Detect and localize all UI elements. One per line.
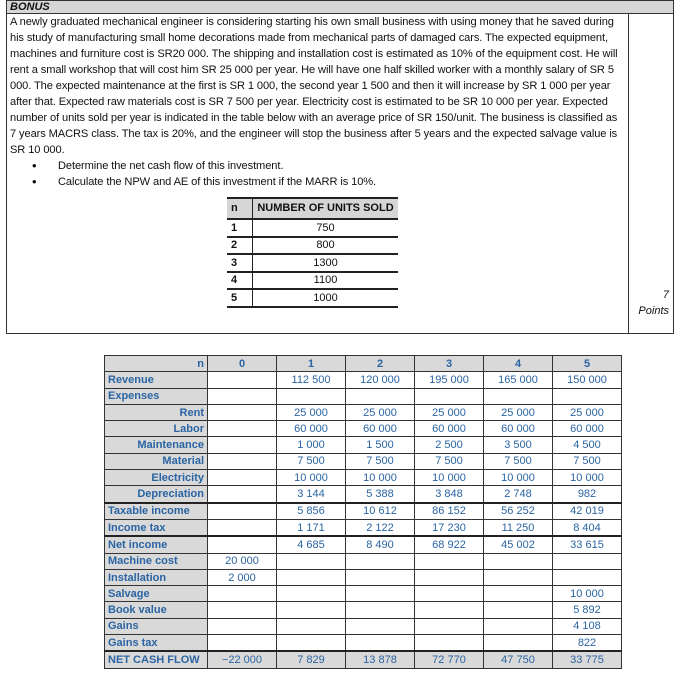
value-cell [415,618,484,634]
cash-flow-row [105,453,622,469]
year-cell: 3 [227,254,253,272]
value-cell: 17 230 [415,519,484,536]
value-cell [208,453,277,469]
value-cell: 60 000 [484,421,553,437]
value-cell: 25 000 [277,404,346,420]
value-cell [208,503,277,520]
year-header-cell: 1 [277,356,346,372]
units-sold-cell: 800 [253,237,399,255]
value-cell: 150 000 [553,372,622,388]
units-sold-cell: 1000 [253,289,399,307]
value-cell: 4 685 [277,536,346,553]
value-cell: 112 500 [277,372,346,388]
value-cell [553,388,622,404]
cash-flow-row [105,404,622,420]
cash-flow-row [105,553,622,569]
value-cell [415,388,484,404]
value-cell: 25 000 [415,404,484,420]
value-cell: 7 500 [346,453,415,469]
value-cell [346,586,415,602]
units-row [227,254,398,272]
row-label: Labor [105,421,208,437]
cash-flow-row [105,635,622,652]
value-cell: 11 250 [484,519,553,536]
value-cell [415,553,484,569]
question-paragraph: A newly graduated mechanical engineer is considering starting his own small business with using money that he saved during his study of manufacturing small home decorations made from mechanical parts of damaged cars. The expected equipment, machines and furniture cost is SR20 000. The shipping and installation cost is estimated as 10% of the equipment cost. He will rent a small workshop that will cost him SR 25 000 per year. He will have one half skilled worker with a monthly salary of SR 5 000. The expected maintenance at the first is SR 1 000, the second year 1 500 and then it will increase by SR 1 000 per year after that. Expected raw materials cost is SR 7 500 per year. Electricity cost is estimated to be SR 10 000 per year. Expected number of units sold per year is indicated in the table below with an average price of SR 150/unit. The business is classified as 7 years MACRS class. The tax is 20%, and the engineer will stop the business after 5 years and the expected salvage value is SR 10 000. [10,16,618,156]
cash-flow-row [105,503,622,520]
units-row [227,289,398,307]
value-cell: 33 615 [553,536,622,553]
value-cell [208,602,277,618]
value-cell [277,602,346,618]
row-label: Depreciation [105,486,208,503]
value-cell: 20 000 [208,553,277,569]
task-item: • Determine the net cash flow of this investment. [58,158,625,174]
value-cell [208,470,277,486]
value-cell: 2 122 [346,519,415,536]
value-cell [484,388,553,404]
value-cell [415,569,484,585]
value-cell [553,553,622,569]
units-header-n: n [227,198,253,219]
cash-flow-row [105,470,622,486]
value-cell: 86 152 [415,503,484,520]
value-cell [484,569,553,585]
value-cell: 2 748 [484,486,553,503]
value-cell: 2 000 [208,569,277,585]
value-cell: 60 000 [346,421,415,437]
row-label: Electricity [105,470,208,486]
value-cell: 1 000 [277,437,346,453]
cash-flow-row [105,618,622,634]
value-cell: 10 000 [346,470,415,486]
value-cell [208,635,277,652]
value-cell [208,372,277,388]
value-cell: 45 002 [484,536,553,553]
units-row [227,237,398,255]
value-cell: 7 829 [277,651,346,668]
value-cell: 13 878 [346,651,415,668]
value-cell: 5 388 [346,486,415,503]
value-cell [277,388,346,404]
row-label: Maintenance [105,437,208,453]
cash-flow-row [105,388,622,404]
value-cell [346,618,415,634]
units-sold-table [227,197,398,308]
value-cell: 68 922 [415,536,484,553]
value-cell [277,635,346,652]
value-cell: 7 500 [415,453,484,469]
value-cell: 60 000 [415,421,484,437]
value-cell [208,404,277,420]
value-cell [208,388,277,404]
value-cell [277,569,346,585]
row-label: Rent [105,404,208,420]
value-cell [277,618,346,634]
row-label: Gains [105,618,208,634]
n-header-cell: n [105,356,208,372]
value-cell: 7 500 [553,453,622,469]
value-cell: 822 [553,635,622,652]
cash-flow-row [105,651,622,668]
value-cell: 3 500 [484,437,553,453]
value-cell [277,553,346,569]
value-cell [208,586,277,602]
value-cell: 10 000 [277,470,346,486]
value-cell: 47 750 [484,651,553,668]
row-label: Book value [105,602,208,618]
value-cell [553,569,622,585]
cash-flow-row [105,569,622,585]
value-cell: 5 856 [277,503,346,520]
value-cell [346,553,415,569]
row-label: Material [105,453,208,469]
value-cell: 25 000 [484,404,553,420]
value-cell: 10 000 [415,470,484,486]
year-header-cell: 2 [346,356,415,372]
value-cell [346,602,415,618]
value-cell: 982 [553,486,622,503]
value-cell: 10 612 [346,503,415,520]
cash-flow-row [105,437,622,453]
year-header-cell: 0 [208,356,277,372]
value-cell: 25 000 [553,404,622,420]
value-cell: 25 000 [346,404,415,420]
value-cell [208,536,277,553]
value-cell: 60 000 [553,421,622,437]
value-cell: 1 500 [346,437,415,453]
value-cell: 120 000 [346,372,415,388]
value-cell [484,618,553,634]
value-cell: 56 252 [484,503,553,520]
units-row [227,219,398,237]
value-cell: 8 404 [553,519,622,536]
value-cell [415,602,484,618]
value-cell [415,635,484,652]
value-cell: 60 000 [277,421,346,437]
value-cell: 5 892 [553,602,622,618]
points-label: Points [638,305,669,317]
value-cell: −22 000 [208,651,277,668]
value-cell: 7 500 [484,453,553,469]
value-cell: 42 019 [553,503,622,520]
value-cell: 10 000 [553,586,622,602]
points-badge [638,287,669,319]
value-cell: 10 000 [484,470,553,486]
value-cell: 7 500 [277,453,346,469]
year-header-cell: 5 [553,356,622,372]
cash-flow-row [105,519,622,536]
row-label: Revenue [105,372,208,388]
year-header-cell: 4 [484,356,553,372]
question-header: BONUS [7,1,673,14]
value-cell: 8 490 [346,536,415,553]
value-cell [277,586,346,602]
value-cell [208,437,277,453]
value-cell [208,519,277,536]
value-cell: 1 171 [277,519,346,536]
task-item: • Calculate the NPW and AE of this investment if the MARR is 10%. [58,174,625,190]
value-cell: 10 000 [553,470,622,486]
row-label: Salvage [105,586,208,602]
cash-flow-row [105,536,622,553]
value-cell [484,635,553,652]
row-label: NET CASH FLOW [105,651,208,668]
units-sold-cell: 1100 [253,272,399,290]
row-label: Installation [105,569,208,585]
value-cell [208,486,277,503]
year-cell: 1 [227,219,253,237]
value-cell [346,635,415,652]
cash-flow-row [105,421,622,437]
year-header-cell: 3 [415,356,484,372]
units-header-sold: NUMBER OF UNITS SOLD [253,198,399,219]
value-cell [484,586,553,602]
value-cell: 4 108 [553,618,622,634]
value-cell [208,618,277,634]
value-cell [346,569,415,585]
value-cell [346,388,415,404]
year-cell: 2 [227,237,253,255]
units-header-row [227,198,398,219]
cash-flow-row [105,372,622,388]
value-cell [415,586,484,602]
units-row [227,272,398,290]
cash-flow-row [105,586,622,602]
task-list [10,158,625,190]
units-sold-cell: 750 [253,219,399,237]
units-sold-cell: 1300 [253,254,399,272]
value-cell: 195 000 [415,372,484,388]
value-cell: 165 000 [484,372,553,388]
value-cell: 33 775 [553,651,622,668]
cash-flow-table [104,355,622,669]
points-value: 7 [662,289,669,301]
value-cell [208,421,277,437]
row-label: Gains tax [105,635,208,652]
year-cell: 5 [227,289,253,307]
year-cell: 4 [227,272,253,290]
value-cell: 72 770 [415,651,484,668]
row-label: Income tax [105,519,208,536]
value-cell: 3 144 [277,486,346,503]
cash-flow-header-row [105,356,622,372]
value-cell: 2 500 [415,437,484,453]
value-cell: 4 500 [553,437,622,453]
value-cell [484,602,553,618]
row-label: Expenses [105,388,208,404]
value-cell [484,553,553,569]
cash-flow-row [105,602,622,618]
row-label: Net income [105,536,208,553]
value-cell: 3 848 [415,486,484,503]
cash-flow-row [105,486,622,503]
row-label: Machine cost [105,553,208,569]
row-label: Taxable income [105,503,208,520]
